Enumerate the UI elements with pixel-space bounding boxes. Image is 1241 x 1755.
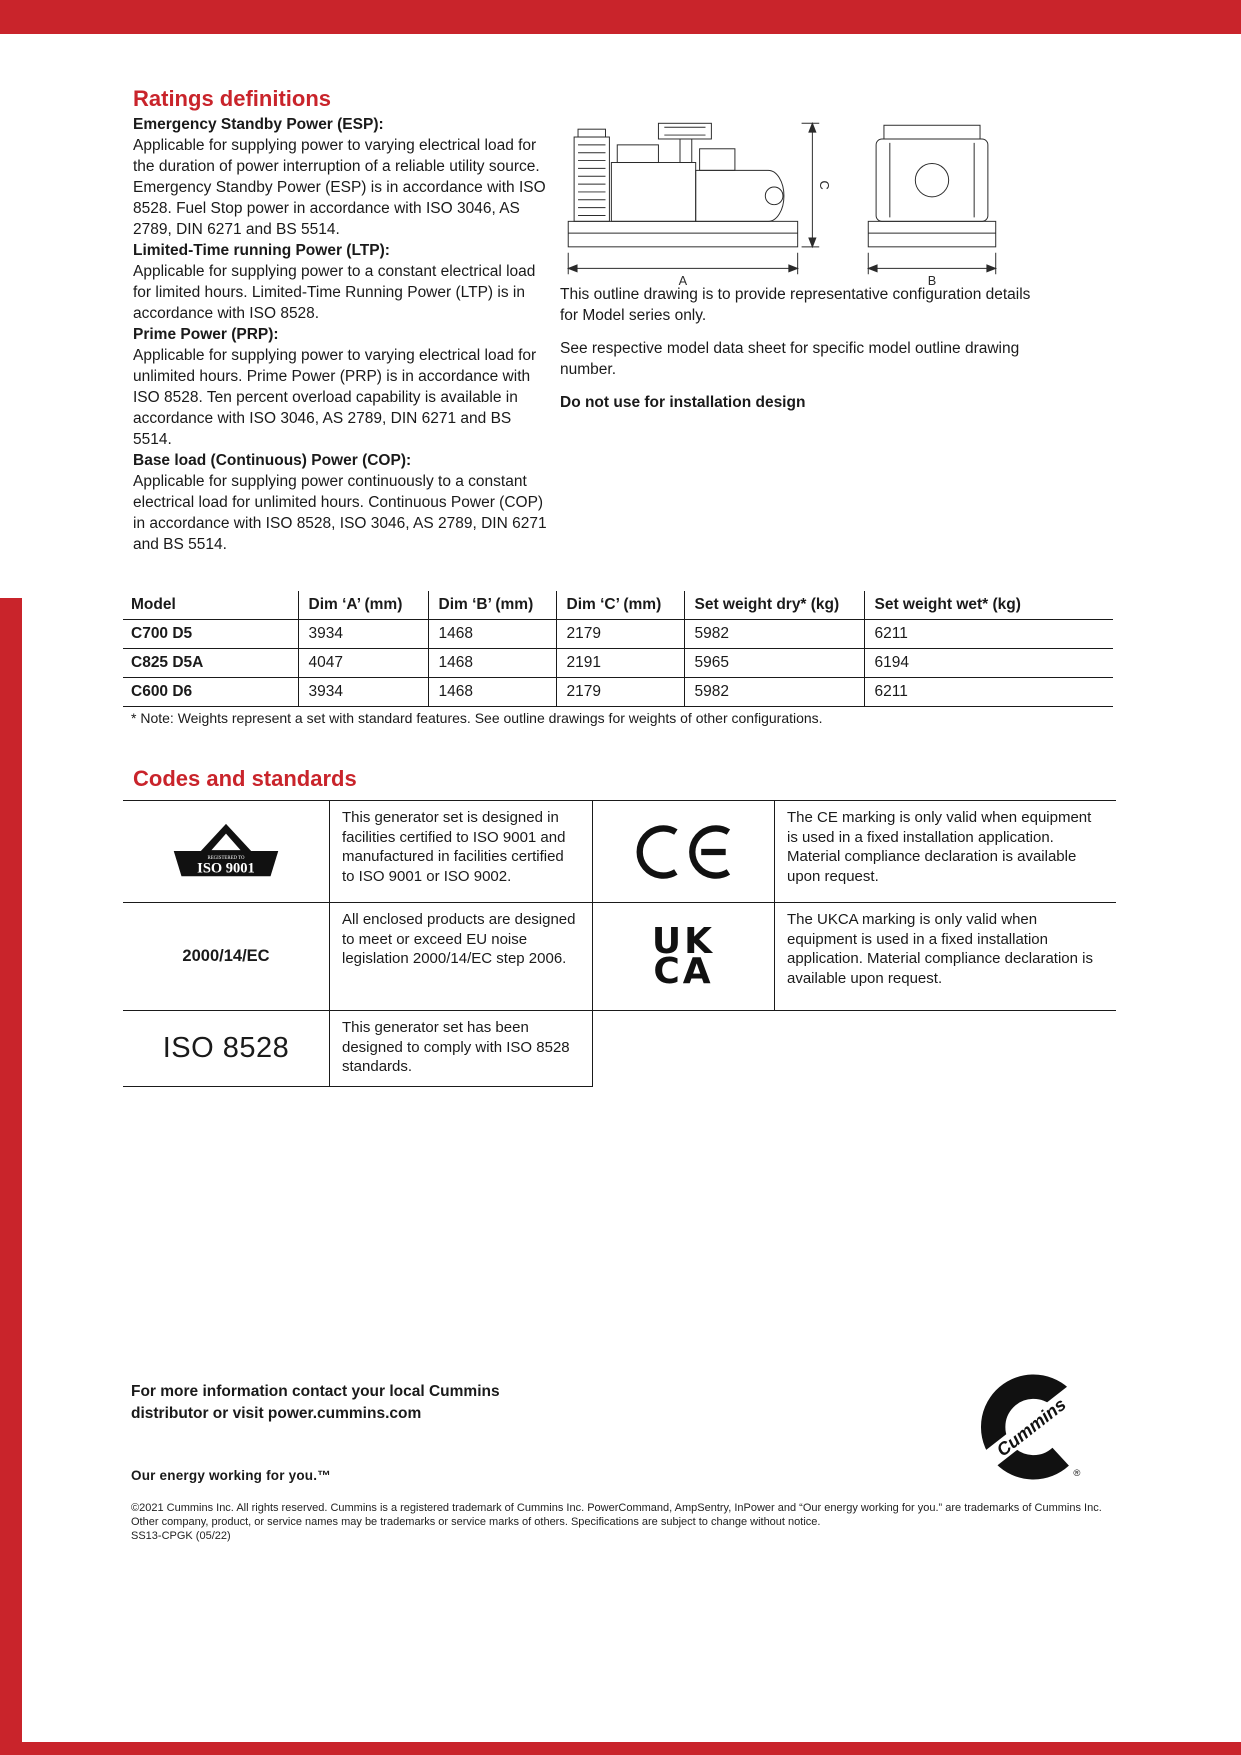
col-header-dim-a: Dim ‘A’ (mm) — [298, 591, 428, 620]
top-red-bar — [0, 0, 1241, 34]
codes-standards-title: Codes and standards — [133, 766, 357, 791]
definition-prp — [133, 324, 551, 450]
col-header-dim-c: Dim ‘C’ (mm) — [556, 591, 684, 620]
cummins-c-icon — [978, 1374, 1084, 1480]
model-cell: C825 D5A — [131, 654, 204, 671]
dim-b-cell: 1468 — [428, 678, 556, 707]
col-header-model: Model — [131, 596, 176, 613]
dim-label-b: B — [927, 273, 937, 289]
iso9001-logo-icon — [166, 822, 286, 882]
directive-label-cell — [123, 903, 330, 1011]
iso9001-text: This generator set is designed in facilities certified to ISO 9001 and manufactured in facilities certified to ISO 9001 or ISO 9002. — [330, 801, 593, 903]
dim-label-c: C — [817, 180, 833, 190]
left-red-bar — [0, 598, 22, 1755]
codes-standards-table — [123, 800, 1116, 1087]
svg-text:®: ® — [1073, 1467, 1081, 1479]
dim-b-cell: 1468 — [428, 620, 556, 649]
iso8528-text: This generator set has been designed to comply with ISO 8528 standards. — [330, 1011, 593, 1087]
iso8528-label: ISO 8528 — [162, 1031, 290, 1064]
directive-text: All enclosed products are designed to meet or exceed EU noise legislation 2000/14/EC step 2006. — [330, 903, 593, 1011]
weight-dry-cell: 5982 — [684, 620, 864, 649]
table-row — [123, 620, 1113, 649]
weight-dry-cell: 5982 — [684, 678, 864, 707]
col-header-weight-wet: Set weight wet* (kg) — [864, 591, 1113, 620]
col-header-dim-b: Dim ‘B’ (mm) — [428, 591, 556, 620]
ukca-line2: CA — [653, 950, 714, 992]
weight-dry-cell: 5965 — [684, 649, 864, 678]
dim-a-cell: 3934 — [298, 678, 428, 707]
ukca-text: The UKCA marking is only valid when equipment is used in a fixed installation application. Material compliance declaration is available upon request. — [775, 903, 1116, 1011]
col-header-weight-dry: Set weight dry* (kg) — [684, 591, 864, 620]
ukca-line1: UK — [651, 920, 716, 962]
footer-contact: For more information contact your local Cummins distributor or visit power.cummins.com — [131, 1383, 500, 1422]
svg-text:ISO 9001: ISO 9001 — [197, 859, 255, 876]
outline-note-2: See respective model data sheet for specific model outline drawing number. — [560, 340, 1020, 378]
cummins-logo — [978, 1374, 1084, 1480]
definition-cop — [133, 450, 551, 555]
table-header-row — [123, 591, 1113, 620]
bottom-red-bar — [0, 1742, 1241, 1755]
empty-cell — [593, 1011, 775, 1087]
definition-term: Emergency Standby Power (ESP): — [133, 116, 384, 133]
outline-warning: Do not use for installation design — [560, 394, 806, 411]
definition-esp — [133, 114, 551, 240]
ratings-definitions-list — [133, 114, 551, 555]
definition-term: Limited-Time running Power (LTP): — [133, 242, 390, 259]
definition-term: Base load (Continuous) Power (COP): — [133, 452, 412, 469]
directive-label: 2000/14/EC — [182, 946, 270, 965]
dim-c-cell: 2179 — [556, 620, 684, 649]
ratings-definitions-title: Ratings definitions — [133, 86, 331, 111]
dim-c-cell: 2191 — [556, 649, 684, 678]
empty-cell — [775, 1011, 1116, 1087]
iso9001-logo — [123, 801, 330, 903]
weight-wet-cell: 6194 — [864, 649, 1113, 678]
definition-body: Applicable for supplying power to varying electrical load for unlimited hours. Prime Power (PRP) is in accordance with ISO 8528. Ten percent overload capability is available in accordance with ISO 3046, AS 2789, DIN 6271 and BS 5514. — [133, 347, 537, 448]
ce-text: The CE marking is only valid when equipment is used in a fixed installation application. Material compliance declaration is available upon request. — [775, 801, 1116, 903]
outline-drawing-svg — [556, 88, 1106, 289]
dim-a-cell: 3934 — [298, 620, 428, 649]
table-row — [123, 678, 1113, 707]
iso8528-label-cell — [123, 1011, 330, 1087]
weight-wet-cell: 6211 — [864, 678, 1113, 707]
legal-text: ©2021 Cummins Inc. All rights reserved. Cummins is a registered trademark of Cummins Inc. PowerCommand, AmpSentry, InPower and “Our energy working for you.” are trademarks of Cummins Inc. Other company, product, or service names may be trademarks or service marks of others. Specifications are subject to change without notice. — [131, 1502, 1102, 1528]
cummins-logo-text: Cummins — [992, 1394, 1070, 1461]
table-row — [123, 649, 1113, 678]
outline-notes — [560, 284, 1046, 425]
doc-code: SS13-CPGK (05/22) — [131, 1530, 231, 1542]
legal-block — [131, 1502, 1119, 1544]
table-note: * Note: Weights represent a set with standard features. See outline drawings for weights of other configurations. — [131, 710, 823, 726]
outline-note-1: This outline drawing is to provide representative configuration details for Model series only. — [560, 286, 1031, 324]
model-cell: C600 D6 — [131, 683, 193, 700]
generator-outline-drawing — [556, 88, 1106, 294]
dim-label-a: A — [678, 273, 688, 289]
weight-wet-cell: 6211 — [864, 620, 1113, 649]
dimensions-table — [123, 591, 1113, 707]
definition-body: Applicable for supplying power to varying electrical load for the duration of power interruption of a reliable utility source. Emergency Standby Power (ESP) is in accordance with ISO 8528. Fuel Stop power in accordance with ISO 3046, AS 2789, DIN 6271 and BS 5514. — [133, 137, 546, 238]
definition-body: Applicable for supplying power continuously to a constant electrical load for unlimited hours. Continuous Power (COP) in accordance with ISO 8528, ISO 3046, AS 2789, DIN 6271 and BS 5514. — [133, 473, 547, 553]
definition-body: Applicable for supplying power to a constant electrical load for limited hours. Limited-Time Running Power (LTP) is in accordance with ISO 8528. — [133, 263, 536, 322]
dim-a-cell: 4047 — [298, 649, 428, 678]
dim-c-cell: 2179 — [556, 678, 684, 707]
definition-ltp — [133, 240, 551, 324]
definition-term: Prime Power (PRP): — [133, 326, 279, 343]
tagline: Our energy working for you.™ — [131, 1468, 331, 1483]
dim-b-cell: 1468 — [428, 649, 556, 678]
ce-marking-icon — [593, 801, 775, 903]
ukca-marking-icon — [593, 903, 775, 1011]
svg-text:REGISTERED TO: REGISTERED TO — [207, 855, 245, 861]
model-cell: C700 D5 — [131, 625, 193, 642]
